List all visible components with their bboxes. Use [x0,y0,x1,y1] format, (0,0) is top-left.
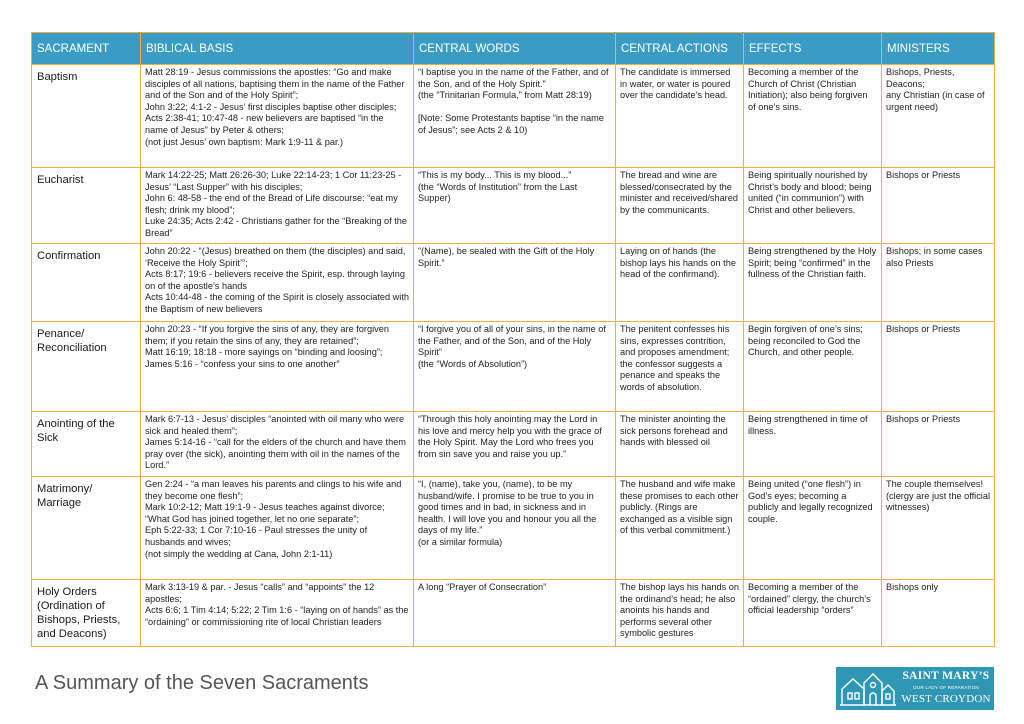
biblical-basis-cell: John 20:22 - “(Jesus) breathed on them (the disciples) and said, ‘Receive the Holy Spirit’”; Acts 8:17; 19:6 - believers receive the Spirit, esp. through laying on of the apostle’s hands Acts 10:44-48 - the coming of the Spirit is closely associated with the Baptism of new believers [141,244,414,322]
effects-cell: Becoming a member of the Church of Christ (Christian Initiation); also being forgiven of one’s sins. [744,65,882,168]
church-building-icon [840,671,896,707]
ministers-cell: Bishops; in some cases also Priests [882,244,995,322]
sacrament-name: Matrimony/ Marriage [32,477,141,580]
effects-cell: Being strengthened in time of illness. [744,412,882,477]
central-words-cell: “I, (name), take you, (name), to be my husband/wife. I promise to be true to you in good times and in bad, in sickness and in health. I will love you and honour you all the days of my life.” (or a similar formula) [414,477,616,580]
header-sacrament: SACRAMENT [32,33,141,65]
central-actions-cell: The bishop lays his hands on the ordinand’s head; he also anoints his hands and performs several other symbolic gestures [616,580,744,647]
central-words-cell: “Through this holy anointing may the Lord in his love and mercy help you with the grace of the Holy Spirit. May the Lord who frees you from sin save you and raise you up.” [414,412,616,477]
effects-cell: Becoming a member of the “ordained” clergy, the church’s official leadership “orders” [744,580,882,647]
logo-subtitle: OUR LADY OF REPARATION [913,685,979,690]
sacrament-name: Confirmation [32,244,141,322]
sacrament-name: Anointing of the Sick [32,412,141,477]
sacrament-name: Eucharist [32,168,141,244]
central-words-cell: “I forgive you of all of your sins, in the name of the Father, and of the Son, and of the Holy Spirit” (the “Words of Absolution”) [414,322,616,412]
effects-cell: Being strengthened by the Holy Spirit; being “confirmed” in the fullness of the Christian faith. [744,244,882,322]
central-actions-cell: The bread and wine are blessed/consecrated by the minister and received/shared by the communicants. [616,168,744,244]
central-words-cell: “I baptise you in the name of the Father, and of the Son, and of the Holy Spirit.” (the “Trinitarian Formula,” from Matt 28:19) [Note: Some Protestants baptise “in the name of Jesus”; see Acts 2 & 10) [414,65,616,168]
table-row [32,168,995,244]
sacrament-name: Penance/ Reconciliation [32,322,141,412]
effects-cell: Being spiritually nourished by Christ’s body and blood; being united (“in communion”) with Christ and other believers. [744,168,882,244]
biblical-basis-cell: Mark 6:7-13 - Jesus’ disciples “anointed with oil many who were sick and healed them”; James 5:14-16 - “call for the elders of the church and have them pray over (the sick), anointing them with oil in the names of the Lord.” [141,412,414,477]
logo-name: SAINT MARY’S [902,670,990,682]
ministers-cell: The couple themselves! (clergy are just the official witnesses) [882,477,995,580]
central-actions-cell: The husband and wife make these promises to each other publicly. (Rings are exchanged as a visible sign of this verbal commitment.) [616,477,744,580]
table-row [32,244,995,322]
logo-place: WEST CROYDON [901,693,991,705]
biblical-basis-cell: Gen 2:24 - “a man leaves his parents and clings to his wife and they become one flesh”; Mark 10:2-12; Matt 19:1-9 - Jesus teaches against divorce; “What God has joined together, let no one separate”; Eph 5:22-33; 1 Cor 7:10-16 - Paul stresses the unity of husbands and wives; (not simply the wedding at Cana, John 2:1-11) [141,477,414,580]
header-effects: EFFECTS [744,33,882,65]
header-biblical-basis: BIBLICAL BASIS [141,33,414,65]
table-row [32,477,995,580]
table-row [32,412,995,477]
central-words-cell: “This is my body... This is my blood...” (the “Words of Institution” from the Last Supper) [414,168,616,244]
central-words-cell: A long “Prayer of Consecration” [414,580,616,647]
central-words-cell: “(Name), be sealed with the Gift of the Holy Spirit.” [414,244,616,322]
biblical-basis-cell: John 20:23 - “If you forgive the sins of any, they are forgiven them; if you retain the sins of any, they are retained”; Matt 16:19; 18:18 - more sayings on “binding and loosing”; James 5:16 - “confess your sins to one another” [141,322,414,412]
effects-cell: Begin forgiven of one’s sins; being reconciled to God the Church, and other people. [744,322,882,412]
ministers-cell: Bishops, Priests, Deacons; any Christian (in case of urgent need) [882,65,995,168]
biblical-basis-cell: Mark 14:22-25; Matt 26:26-30; Luke 22:14-23; 1 Cor 11:23-25 - Jesus’ “Last Supper” with his disciples; John 6: 48-58 - the end of the Bread of Life discourse: “eat my flesh; drink my blood”; Luke 24:35; Acts 2:42 - Christians gather for the “Breaking of the Bread” [141,168,414,244]
ministers-cell: Bishops or Priests [882,168,995,244]
central-actions-cell: The candidate is immersed in water, or water is poured over the candidate’s head. [616,65,744,168]
header-ministers: MINISTERS [882,33,995,65]
table-row [32,580,995,647]
ministers-cell: Bishops only [882,580,995,647]
sacrament-name: Baptism [32,65,141,168]
ministers-cell: Bishops or Priests [882,322,995,412]
central-actions-cell: The penitent confesses his sins, expresses contrition, and proposes amendment; the confessor suggests a penance and speaks the words of absolution. [616,322,744,412]
biblical-basis-cell: Matt 28:19 - Jesus commissions the apostles: “Go and make disciples of all nations, baptising them in the name of the Father and of the Son and of the Holy Spirit”; John 3:22; 4:1-2 - Jesus’ first disciples baptise other disciples; Acts 2:38-41; 10:47-48 - new believers are baptised “in the name of Jesus” by Peter & others; (not just Jesus’ own baptism: Mark 1:9-11 & par.) [141,65,414,168]
page-title: A Summary of the Seven Sacraments [35,672,369,694]
table-header-row [32,33,995,65]
table-row [32,65,995,168]
central-actions-cell: Laying on of hands (the bishop lays his hands on the head of the confirmand). [616,244,744,322]
church-logo [836,667,994,710]
effects-cell: Being united (“one flesh”) in God’s eyes; becoming a publicly and legally recognized couple. [744,477,882,580]
sacraments-table [31,32,995,647]
central-actions-cell: The minister anointing the sick persons forehead and hands with blessed oil [616,412,744,477]
header-central-actions: CENTRAL ACTIONS [616,33,744,65]
header-central-words: CENTRAL WORDS [414,33,616,65]
ministers-cell: Bishops or Priests [882,412,995,477]
sacrament-name: Holy Orders (Ordination of Bishops, Priests, and Deacons) [32,580,141,647]
table-row [32,322,995,412]
biblical-basis-cell: Mark 3:13-19 & par. - Jesus “calls” and “appoints” the 12 apostles; Acts 6:6; 1 Tim 4:14; 5:22; 2 Tim 1:6 - “laying on of hands” as the “ordaining” or commissioning rite of local Christian leaders [141,580,414,647]
